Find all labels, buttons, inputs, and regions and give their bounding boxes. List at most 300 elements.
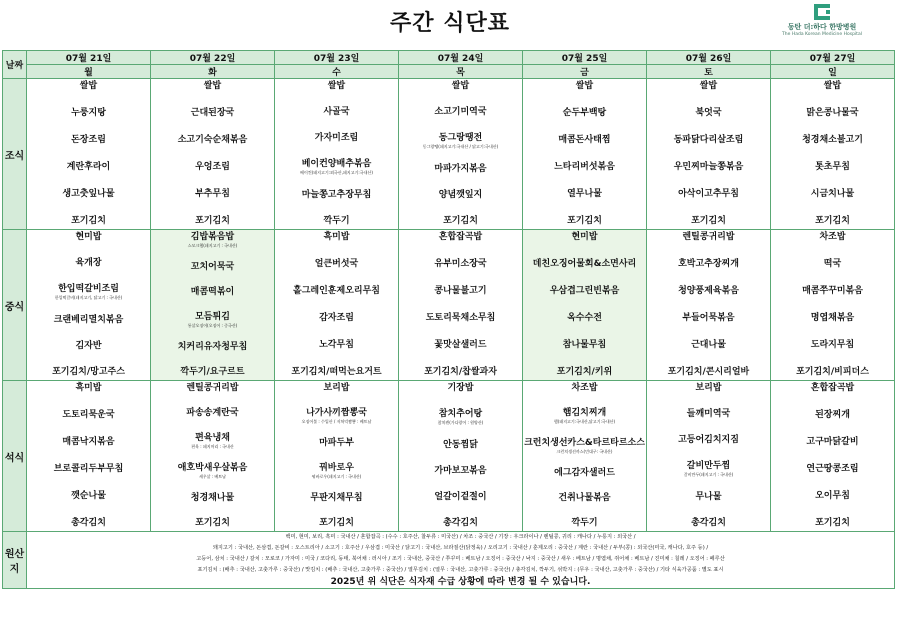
- dish-name: 매콤낙지볶음: [62, 437, 115, 447]
- dinner-cell: [275, 381, 399, 532]
- day-date: 07월 27일: [771, 51, 895, 65]
- origin-row: [3, 532, 895, 589]
- day-weekday: 목: [399, 65, 523, 79]
- dish-item: [399, 492, 522, 503]
- dish-name: 에그감자샐러드: [554, 468, 615, 478]
- dish-item: [647, 162, 770, 173]
- meal-dish-list: [151, 381, 274, 531]
- dish-name: 톳초무침: [815, 162, 850, 172]
- dish-name: 김자반: [75, 341, 102, 351]
- dish-item: [647, 383, 770, 394]
- dish-item: [151, 493, 274, 504]
- dish-name: 햄김치찌개: [562, 408, 607, 418]
- dish-item: [27, 81, 150, 92]
- dinner-cell: [151, 381, 275, 532]
- dish-item: [27, 437, 150, 448]
- dish-origin-note: 햄(돼지고기:국내산,닭고기:국내산): [553, 419, 616, 424]
- dish-name: 포기김치/망고주스: [52, 367, 125, 377]
- dish-item: [523, 408, 646, 424]
- dish-item: [523, 340, 646, 351]
- dish-name: 보리밥: [695, 383, 722, 393]
- day-weekday: 토: [647, 65, 771, 79]
- dish-origin-note: 통살오징어(오징어 : 중국산): [187, 323, 238, 328]
- dish-name: 근대나물: [691, 340, 726, 350]
- dish-name: 청경채소불고기: [802, 135, 863, 145]
- dish-name: 청양풍제육볶음: [678, 286, 739, 296]
- dish-item: [399, 518, 522, 529]
- dish-item: [275, 159, 398, 175]
- dish-item: [399, 107, 522, 118]
- dish-name: 꽃맛살샐러드: [434, 340, 487, 350]
- dish-name: 느타리버섯볶음: [554, 162, 615, 172]
- dish-name: 포기김치: [815, 518, 850, 528]
- dish-item: [151, 383, 274, 394]
- dish-item: [399, 232, 522, 243]
- dish-item: [771, 437, 894, 448]
- dish-name: 렌틸콩귀리밥: [682, 232, 735, 242]
- dish-name: 건취나물볶음: [558, 493, 611, 503]
- lunch-cell: [771, 230, 895, 381]
- dish-item: [151, 135, 274, 146]
- origin-line: 포기김치 : (배추 : 국내산, 고춧가루 : 중국산) / 맛김치 : (배추 : 국내산, 고춧가루 : 중국산) / 열무김치 : (열무 : 국내산, 고춧가루 : 중국산) / 총각김치, 깍두기, 섞박지 : (무우 : 국내산, 고춧가루 : 중국산) / 기타 식육가공품 : 별도 표시: [197, 567, 724, 573]
- dish-name: 매콤떡볶이: [190, 287, 235, 297]
- dish-item: [523, 383, 646, 394]
- dish-name: 고구마닭갈비: [806, 437, 859, 447]
- dish-item: [647, 259, 770, 270]
- dish-name: 콩나물불고기: [434, 286, 487, 296]
- dish-item: [399, 259, 522, 270]
- dish-name: 돈장조림: [71, 135, 106, 145]
- dish-name: 얼큰버섯국: [314, 259, 359, 269]
- dish-name: 깻순나물: [71, 491, 106, 501]
- dish-item: [275, 133, 398, 144]
- dish-item: [151, 189, 274, 200]
- dinner-row: [3, 381, 895, 532]
- meal-dish-list: [523, 230, 646, 380]
- dish-origin-note: 갈비만두(돼지고기 : 국내산): [683, 472, 734, 477]
- dish-item: [275, 493, 398, 504]
- dish-item: [27, 518, 150, 529]
- breakfast-cell: [523, 79, 647, 230]
- dish-item: [523, 81, 646, 92]
- dish-name: 깍두기: [323, 216, 350, 226]
- dish-name: 현미밥: [75, 232, 102, 242]
- dish-item: [771, 135, 894, 146]
- meal-dish-list: [647, 381, 770, 531]
- dish-item: [151, 262, 274, 273]
- dish-item: [771, 313, 894, 324]
- dish-item: [399, 164, 522, 175]
- dish-name: 시금치나물: [810, 189, 855, 199]
- logo-subtitle: The Hada Korean Medicine Hospital: [782, 32, 862, 37]
- dish-item: [647, 108, 770, 119]
- day-date: 07월 22일: [151, 51, 275, 65]
- dish-item: [647, 189, 770, 200]
- breakfast-cell: [647, 79, 771, 230]
- dish-name: 크런치생선카스&타르타르소스: [524, 438, 645, 448]
- dish-name: 포기김치: [443, 216, 478, 226]
- dish-name: 근대된장국: [190, 108, 235, 118]
- meal-dish-list: [399, 79, 522, 229]
- dish-item: [523, 313, 646, 324]
- dish-item: [523, 438, 646, 454]
- dish-item: [771, 367, 894, 378]
- dish-name: 육개장: [75, 258, 102, 268]
- lunch-cell: [27, 230, 151, 381]
- dish-origin-note: 베이컨(돼지고기:외국산,돼지고기:국내산): [300, 170, 373, 175]
- dish-name: 오이무침: [815, 491, 850, 501]
- dish-name: 부들어묵볶음: [682, 313, 735, 323]
- meal-dish-list: [523, 79, 646, 229]
- dish-item: [151, 312, 274, 328]
- dish-item: [27, 341, 150, 352]
- lunch-cell: [647, 230, 771, 381]
- dish-origin-note: 편육 : 돼지머리 : 국내산: [191, 444, 234, 449]
- dish-origin-note: 한입떡갈비(돼지고기, 닭고기 : 국내산): [54, 295, 123, 300]
- dish-item: [523, 189, 646, 200]
- origin-line: 돼지고기 : 국내산, 돈삼겹, 돈갈비 : 오스트리아 / 소고기 : 호주산 / 우삼겹 : 미국산 / 닭고기 : 국내산, 브라질산(닭정육) / 오리고기 : 국내산 / 훈제오리 : 중국산 / 계란 : 국내산 / 두부(콩) : 외국산(미국, 캐나다, 호주 등) /: [212, 545, 709, 551]
- dish-item: [399, 367, 522, 378]
- dish-item: [151, 287, 274, 298]
- lunch-label: 중식: [3, 230, 27, 381]
- dish-item: [275, 259, 398, 270]
- dish-item: [647, 518, 770, 529]
- lunch-cell: [399, 230, 523, 381]
- day-date: 07월 26일: [647, 51, 771, 65]
- dish-item: [27, 258, 150, 269]
- dish-item: [523, 135, 646, 146]
- day-weekday: 화: [151, 65, 275, 79]
- dish-item: [275, 383, 398, 394]
- dish-item: [275, 367, 398, 378]
- dish-item: [523, 216, 646, 227]
- dish-name: 크랜베리멸치볶음: [53, 315, 124, 325]
- dish-name: 무나물: [695, 492, 722, 502]
- date-row: [3, 51, 895, 65]
- breakfast-row: [3, 79, 895, 230]
- dish-name: 홀그레인훈제오리무침: [293, 286, 380, 296]
- dish-name: 현미밥: [571, 232, 598, 242]
- meal-dish-list: [275, 79, 398, 229]
- dish-item: [647, 461, 770, 477]
- dish-item: [27, 464, 150, 475]
- day-date: 07월 23일: [275, 51, 399, 65]
- dish-item: [275, 190, 398, 201]
- meal-dish-list: [27, 79, 150, 229]
- dish-item: [151, 342, 274, 353]
- dish-item: [399, 409, 522, 425]
- dish-name: 북엇국: [695, 108, 722, 118]
- dish-item: [771, 162, 894, 173]
- dish-item: [151, 408, 274, 419]
- dish-name: 쌀밥: [823, 81, 842, 91]
- dish-name: 유부미소장국: [434, 259, 487, 269]
- dish-name: 양념깻잎지: [438, 190, 483, 200]
- origin-line: 고등어, 삼치 : 국내산 / 갈치 : 모로코 / 가자미 : 미국 / 코다리, 동태, 북어채 : 러시아 / 조기 : 국내산, 중국산 / 쭈꾸미 : 베트남 / 오징어 : 중국산 / 낙지 : 중국산 / 새우 : 베트남 / 명엽채, 쥐어채 : 베트남 / 진미채 : 칠레 / 오징어 : 페루산: [196, 556, 725, 562]
- dish-item: [399, 466, 522, 477]
- dish-item: [275, 438, 398, 449]
- dish-item: [647, 492, 770, 503]
- dish-name: 들깨미역국: [686, 409, 731, 419]
- meal-dish-list: [151, 79, 274, 229]
- dish-name: 치커리유자청무침: [177, 342, 248, 352]
- lunch-cell: [151, 230, 275, 381]
- breakfast-cell: [275, 79, 399, 230]
- dish-origin-note: 스모크햄(돼지고기 : 국내산): [187, 243, 238, 248]
- dish-name: 포기김치: [815, 216, 850, 226]
- dish-name: 차조밥: [819, 232, 846, 242]
- dinner-cell: [523, 381, 647, 532]
- dish-name: 흑미밥: [323, 232, 350, 242]
- dish-item: [275, 286, 398, 297]
- dish-name: 매콤돈사태찜: [558, 135, 611, 145]
- dish-item: [27, 216, 150, 227]
- dish-item: [647, 409, 770, 420]
- dinner-cell: [27, 381, 151, 532]
- hospital-logo: [762, 4, 882, 37]
- dish-item: [647, 367, 770, 378]
- dish-item: [771, 108, 894, 119]
- dish-name: 꿔바로우: [319, 463, 354, 473]
- dish-name: 총각김치: [443, 518, 478, 528]
- dish-item: [523, 518, 646, 529]
- dish-name: 애호박새우살볶음: [177, 463, 248, 473]
- dish-name: 마파가지볶음: [434, 164, 487, 174]
- dish-item: [151, 463, 274, 479]
- breakfast-cell: [27, 79, 151, 230]
- dish-name: 쌀밥: [699, 81, 718, 91]
- lunch-cell: [275, 230, 399, 381]
- dish-item: [647, 313, 770, 324]
- dish-item: [27, 383, 150, 394]
- meal-dish-list: [771, 381, 894, 531]
- dish-name: 모듬튀김: [195, 312, 230, 322]
- dish-name: 감자조림: [319, 313, 354, 323]
- dish-origin-note: 크런치생선까스(민대구: 국내산): [556, 449, 613, 454]
- dish-name: 맑은콩나물국: [806, 108, 859, 118]
- dish-name: 흑미밥: [75, 383, 102, 393]
- dish-name: 보리밥: [323, 383, 350, 393]
- day-date: 07월 24일: [399, 51, 523, 65]
- dish-item: [647, 340, 770, 351]
- dish-item: [399, 216, 522, 227]
- dish-name: 된장찌개: [815, 410, 850, 420]
- dish-origin-note: 새우살 : 베트남: [198, 474, 227, 479]
- dish-name: 부추무침: [195, 189, 230, 199]
- dish-name: 브로콜리두부무침: [53, 464, 124, 474]
- dish-name: 소고기숙순채볶음: [177, 135, 248, 145]
- dish-name: 누룽지탕: [71, 108, 106, 118]
- dish-name: 총각김치: [71, 518, 106, 528]
- dish-name: 포기김치: [691, 216, 726, 226]
- dish-item: [27, 135, 150, 146]
- dish-name: 마파두부: [319, 438, 354, 448]
- dish-name: 쌀밥: [451, 81, 470, 91]
- meal-dish-list: [647, 230, 770, 380]
- dish-item: [27, 108, 150, 119]
- dish-item: [151, 433, 274, 449]
- dish-name: 혼합잡곡밥: [810, 383, 855, 393]
- dish-name: 도토리묵운국: [62, 410, 115, 420]
- dish-name: 총각김치: [691, 518, 726, 528]
- dish-item: [27, 284, 150, 300]
- dish-name: 순두부백탕: [562, 108, 607, 118]
- dish-name: 동그랑땡전: [438, 133, 483, 143]
- dish-name: 나가사끼짬뽕국: [306, 408, 367, 418]
- dish-item: [275, 216, 398, 227]
- breakfast-label: 조식: [3, 79, 27, 230]
- origin-label: 원산지: [3, 532, 27, 589]
- menu-change-notice: 2025년 위 식단은 식자재 수급 상황에 따라 변경 될 수 있습니다.: [330, 577, 591, 587]
- breakfast-cell: [151, 79, 275, 230]
- day-weekday: 수: [275, 65, 399, 79]
- meal-dish-list: [771, 79, 894, 229]
- date-label: 날짜: [3, 51, 27, 79]
- day-weekday: 일: [771, 65, 895, 79]
- origin-line: 백미, 현미, 보리, 흑미 : 국내산 / 혼합잡곡 : (수수 : 호주산, 찰두류 : 미국산) / 차조 : 중국산 / 기장 : 우크라이나 / 렌틸콩, 귀리 : 캐나다 / 누룽지 : 외국산 /: [285, 534, 636, 540]
- day-date: 07월 25일: [523, 51, 647, 65]
- dish-item: [771, 518, 894, 529]
- dish-item: [399, 133, 522, 149]
- meal-dish-list: [399, 230, 522, 380]
- day-date: 07월 21일: [27, 51, 151, 65]
- dish-name: 쌀밥: [575, 81, 594, 91]
- dish-name: 떡국: [823, 259, 842, 269]
- dish-name: 쌀밥: [203, 81, 222, 91]
- dish-item: [151, 232, 274, 248]
- dish-item: [27, 315, 150, 326]
- day-weekday: 월: [27, 65, 151, 79]
- dish-name: 데친오징어물회&소면사리: [532, 259, 637, 269]
- meal-dish-list: [151, 230, 274, 380]
- meal-dish-list: [27, 230, 150, 380]
- meal-dish-list: [275, 381, 398, 531]
- dish-name: 청경채나물: [190, 493, 235, 503]
- dish-name: 김밥볶음밥: [190, 232, 235, 242]
- dish-item: [275, 408, 398, 424]
- dish-name: 꼬치어묵국: [190, 262, 235, 272]
- dish-item: [151, 518, 274, 529]
- dish-item: [771, 286, 894, 297]
- dish-item: [399, 383, 522, 394]
- dish-name: 혼합잡곡밥: [438, 232, 483, 242]
- dish-item: [523, 232, 646, 243]
- dish-item: [647, 216, 770, 227]
- dinner-cell: [399, 381, 523, 532]
- dish-name: 열무나물: [567, 189, 602, 199]
- dish-origin-note: 동그랑땡(돼지고기:국내산 / 닭고기:국내산): [422, 144, 499, 149]
- meal-dish-list: [523, 381, 646, 531]
- dish-item: [523, 367, 646, 378]
- origin-info: [27, 532, 895, 589]
- dish-item: [523, 259, 646, 270]
- day-weekday: 금: [523, 65, 647, 79]
- weekday-row: [3, 65, 895, 79]
- logo-name: 동탄 더:하다 한방병원: [787, 23, 857, 31]
- dish-name: 노각무침: [319, 340, 354, 350]
- dish-name: 렌틸콩귀리밥: [186, 383, 239, 393]
- dish-name: 포기김치/찹쌀과자: [424, 367, 497, 377]
- dish-item: [523, 286, 646, 297]
- dish-item: [27, 162, 150, 173]
- dish-item: [399, 286, 522, 297]
- dish-name: 안동찜닭: [443, 440, 478, 450]
- dish-name: 가마보꼬볶음: [434, 466, 487, 476]
- dish-name: 연근땅콩조림: [806, 464, 859, 474]
- dish-name: 쌀밥: [79, 81, 98, 91]
- dish-item: [771, 340, 894, 351]
- dish-name: 포기김치/키위: [556, 367, 613, 377]
- dish-name: 파송송계란국: [186, 408, 239, 418]
- dish-item: [523, 108, 646, 119]
- dish-name: 우민찌마늘쫑볶음: [673, 162, 744, 172]
- dish-item: [523, 162, 646, 173]
- dish-name: 포기김치/콘시리얼바: [667, 367, 750, 377]
- breakfast-cell: [771, 79, 895, 230]
- logo-mark-icon: [814, 4, 830, 20]
- dish-item: [399, 190, 522, 201]
- dish-item: [27, 367, 150, 378]
- dish-name: 갈비만두찜: [686, 461, 731, 471]
- dish-name: 생고춧잎나물: [62, 189, 115, 199]
- dish-origin-note: 꿔바로우(돼지고기 : 국내산): [311, 474, 362, 479]
- dish-name: 참치추어탕: [438, 409, 483, 419]
- dish-name: 포기김치/비피더스: [796, 367, 869, 377]
- dish-item: [275, 518, 398, 529]
- dish-name: 깍두기: [571, 518, 598, 528]
- dish-item: [647, 135, 770, 146]
- page-header: [0, 0, 900, 50]
- dish-item: [275, 340, 398, 351]
- dish-origin-note: 오징어볼 : 수입산 / 저쳐덕짬뽕 : 베트남: [301, 419, 372, 424]
- dish-name: 우삼겹그린빈볶음: [549, 286, 620, 296]
- dish-name: 무판지채무침: [310, 493, 363, 503]
- dish-name: 고등어김치지짐: [678, 435, 739, 445]
- dish-name: 가자미조림: [314, 133, 359, 143]
- dish-name: 매콤쭈꾸미볶음: [802, 286, 863, 296]
- dish-name: 사골국: [323, 107, 350, 117]
- dish-name: 쌀밥: [327, 81, 346, 91]
- dish-name: 포기김치: [195, 216, 230, 226]
- dish-item: [275, 232, 398, 243]
- dish-name: 소고기미역국: [434, 107, 487, 117]
- meal-dish-list: [771, 230, 894, 380]
- dish-item: [647, 435, 770, 446]
- dish-item: [151, 162, 274, 173]
- dish-name: 명엽채볶음: [810, 313, 855, 323]
- dish-name: 아삭이고추무침: [678, 189, 739, 199]
- dish-item: [771, 491, 894, 502]
- dish-name: 편육냉채: [195, 433, 230, 443]
- dish-item: [771, 410, 894, 421]
- dish-item: [771, 81, 894, 92]
- dish-item: [27, 410, 150, 421]
- dish-item: [647, 232, 770, 243]
- dish-item: [275, 313, 398, 324]
- dish-name: 포기김치: [71, 216, 106, 226]
- dish-item: [27, 491, 150, 502]
- dish-item: [771, 464, 894, 475]
- dish-item: [275, 107, 398, 118]
- dish-item: [275, 463, 398, 479]
- dish-name: 도토리묵채소무침: [425, 313, 496, 323]
- dish-name: 포기김치: [195, 518, 230, 528]
- dish-name: 포기김치: [567, 216, 602, 226]
- meal-dish-list: [399, 381, 522, 531]
- dish-item: [523, 468, 646, 479]
- dish-name: 우엉조림: [195, 162, 230, 172]
- dish-item: [399, 440, 522, 451]
